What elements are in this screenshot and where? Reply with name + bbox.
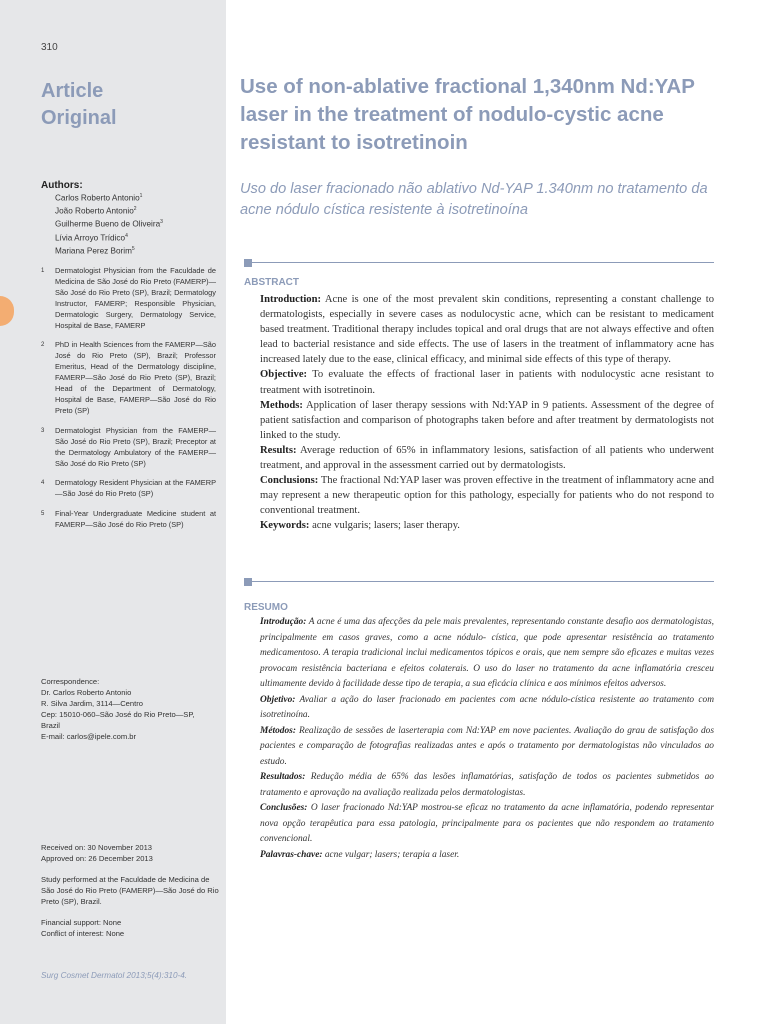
correspondence-block: Correspondence: Dr. Carlos Roberto Antonio R. Silva Jardim, 3114—Centro Cep: 15010-060–São José do Rio Preto—SP, Brazil E-mail: carlos@ipele.com.br — [41, 676, 221, 742]
article-subtitle-portuguese: Uso do laser fracionado não ablativo Nd-YAP 1.340nm no tratamento da acne nódulo cística resistente à isotretinoína — [240, 181, 708, 218]
correspondence-email: E-mail: carlos@ipele.com.br — [41, 732, 137, 741]
abstract-methods: Methods: Application of laser therapy sessions with Nd:YAP in 9 patients. Assessment of the degree of patient satisfaction and comparison of photographs taken before and after treatment by dermatologists not linked to the study. — [260, 399, 714, 441]
abstract-heading: ABSTRACT — [244, 277, 299, 288]
author-item: Carlos Roberto Antonio$^1$ — [55, 193, 143, 203]
journal-citation: Surg Cosmet Dermatol 2013;5(4):310-4. — [41, 971, 188, 980]
abstract-conclusions: Conclusions: The fractional Nd:YAP laser was proven effective in the treatment of inflammatory acne and may represent a new therapeutic option for this pathology, especially for patients who do not respond to conventional treatment. — [260, 475, 714, 517]
resumo-introducao: Introdução: A acne é uma das afecções da pele mais prevalentes, representando constante desafio aos dermatologistas, principalmente em casos graves, como a acne nódulo- cística, que pode apresentar resistência ao tratamento medicamentoso. A terapia tradicional inclui medicamentos tópicos e orais, que nem sempre são eficazes e muitas vezes provocam resistência bacteriana e efeitos colaterais. O uso do laser no tratamento da acne inflamatória cresceu ultimamente devido à facilidade desse tipo de terapia, a sua eficácia clínica e aos mínimos efeitos adversos. — [260, 617, 714, 689]
author-item: Mariana Perez Borim$^5$ — [55, 245, 135, 256]
affiliation-item: 2 PhD in Health Sciences from the FAMERP—São José do Rio Preto (SP), Brazil; Professor Emeritus, Head of the Dermatology discipline, FAMERP—São José do Rio Preto (SP), Brazil; Head of the Department of Dermatology, Hospital de Base, FAMERP—São José do Rio Preto (SP) — [41, 340, 216, 415]
affiliation-item: 3 Dermatologist Physician from the FAMERP—São José do Rio Preto (SP), Brazil; Preceptor at the Dermatology Ambulatory of the FAMERP—São José do Rio Preto (SP) — [41, 425, 216, 468]
abstract-keywords: Keywords: acne vulgaris; lasers; laser therapy. — [260, 520, 460, 532]
affiliation-item: 4 Dermatology Resident Physician at the FAMERP—São José do Rio Preto (SP) — [41, 478, 216, 499]
affiliation-list — [41, 266, 216, 540]
received-date: Received on: 30 November 2013 — [41, 843, 153, 852]
article-type-label — [41, 78, 117, 132]
abstract-results: Results: Average reduction of 65% in inflammatory lesions, satisfaction of all patients who underwent treatment, and approval in the assessment carried out by dermatologists. — [260, 444, 714, 472]
abstract-divider — [244, 259, 714, 269]
author-item: Lívia Arroyo Trídico$^4$ — [55, 232, 128, 243]
authors-heading: Authors: — [41, 180, 83, 191]
abstract-objective: Objective: To evaluate the effects of fractional laser in patients with nodulocystic acne resistant to treatment with isotretinoin. — [260, 369, 714, 396]
conflict-of-interest: Conflict of interest: None — [41, 929, 125, 938]
resumo-objetivo: Objetivo: Avaliar a ação do laser fracionado em pacientes com acne nódulo-cística resistente ao tratamento com isotretinoína. — [260, 694, 714, 720]
page-number: 310 — [41, 42, 58, 53]
resumo-palavras-chave: Palavras-chave: acne vulgar; lasers; terapia a laser. — [260, 849, 460, 860]
approved-date: Approved on: 26 December 2013 — [41, 854, 153, 863]
resumo-resultados: Resultados: Redução média de 65% das lesões inflamatórias, satisfação de todos os pacientes submetidos ao tratamento e aprovação na avaliação realizada pelos dermatologistas. — [260, 772, 714, 798]
affiliation-item: 1 Dermatologist Physician from the Faculdade de Medicina de São José do Rio Preto (FAMERP)—São José do Rio Preto (SP), Brazil; Dermatology Instructor, FAMERP; Responsible Physician, Dermatologic Surgery, Dermatology Service, Hospital de Base, FAMERP — [41, 266, 216, 330]
article-type-line-1: Article — [41, 80, 104, 102]
abstract-introduction: Introduction: Acne is one of the most prevalent skin conditions, representing a constant challenge to dermatologists, especially in severe cases as nodulocystic acne, which can be resistant to medicament based treatment. Traditional therapy includes topical and oral drugs that are not always effective and often lead to bacterial resistance and side effects. The use of lasers in the treatment of inflammatory acne has increased lately due to the ease, clinical efficacy, and minimal side effects of this type of therapy. — [260, 294, 714, 366]
resumo-conclusoes: Conclusões: O laser fracionado Nd:YAP mostrou-se eficaz no tratamento da acne inflamatória, podendo representar nova opção terapêutica para essa patologia, principalmente para os pacientes que não respondem ao tratamento convencional. — [260, 803, 714, 844]
article-type-line-2: Original — [41, 107, 117, 129]
dates-block — [41, 842, 221, 864]
resumo-heading: RESUMO — [244, 602, 288, 613]
resumo-metodos: Métodos: Realização de sessões de laserterapia com Nd:YAP em nove pacientes. Avaliação do grau de satisfação dos pacientes e comparação de fotografias realizadas antes e após o tratamento por dermatologistas não vinculados ao estudo. — [260, 725, 714, 767]
article-title: Use of non-ablative fractional 1,340nm Nd:YAP laser in the treatment of nodulo-cystic acne resistant to isotretinoin — [240, 75, 695, 154]
support-block — [41, 917, 221, 939]
author-item: João Roberto Antonio$^2$ — [55, 206, 137, 216]
abstract-body — [260, 292, 714, 534]
affiliation-item: 5 Final-Year Undergraduate Medicine student at FAMERP—São José do Rio Preto (SP) — [41, 509, 216, 530]
resumo-body — [260, 615, 714, 863]
study-location: Study performed at the Faculdade de Medicina de São José do Rio Preto (FAMERP)—São José do Rio Preto (SP), Brazil. — [41, 875, 219, 906]
resumo-divider — [244, 578, 714, 588]
financial-support: Financial support: None — [41, 918, 122, 927]
author-item: Guilherme Bueno de Oliveira$^3$ — [55, 219, 163, 230]
author-list — [55, 191, 163, 257]
